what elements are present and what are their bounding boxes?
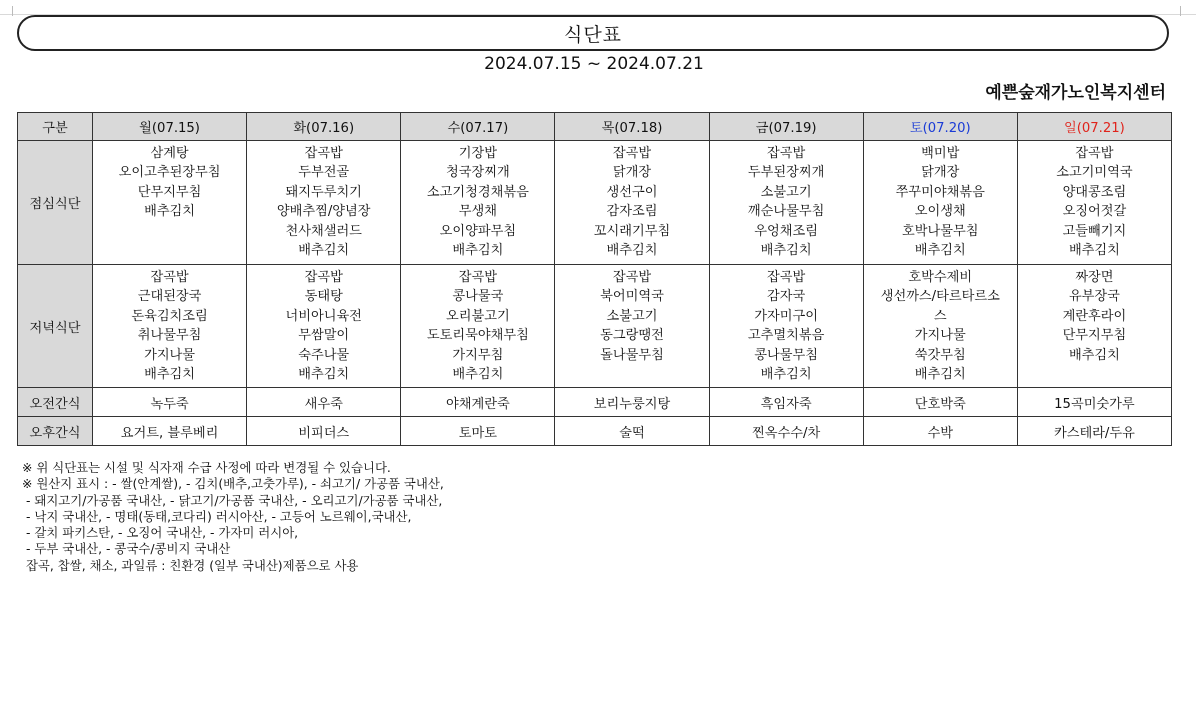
menu-cell-monday: [93, 417, 247, 446]
note-line: ※ 위 식단표는 시설 및 식자재 수급 사정에 따라 변경될 수 있습니다.: [22, 460, 391, 475]
menu-item: 단호박죽: [914, 396, 966, 412]
menu-cell-saturday: [863, 141, 1017, 265]
menu-cell-sunday: [1017, 265, 1171, 388]
page-corner-right: [1180, 6, 1181, 16]
menu-cell-wednesday: [401, 388, 555, 417]
menu-period: 2024.07.15 ~ 2024.07.21: [484, 54, 704, 74]
header-sunday: 일(07.21): [1017, 113, 1171, 141]
menu-item: 녹두죽: [150, 396, 189, 412]
menu-item: 소고기청경채볶음: [426, 184, 529, 200]
menu-item: 호박수제비: [908, 270, 973, 285]
menu-item: 잡곡밥: [612, 146, 652, 161]
menu-item: 잡곡밥: [767, 270, 806, 285]
menu-item: 배추김치: [914, 243, 966, 259]
menu-item: 고추멸치볶음: [747, 328, 825, 344]
menu-item: 배추김치: [452, 243, 504, 259]
menu-item: 오이생채: [914, 204, 966, 220]
menu-item: 양배추찜/양념장: [276, 204, 371, 220]
menu-item: 가지나물: [914, 328, 966, 344]
menu-item: 숙주나물: [298, 347, 350, 363]
menu-item: 콩나물국: [452, 289, 504, 305]
menu-item: 소불고기: [606, 308, 658, 324]
menu-item: 무쌈말이: [298, 328, 350, 344]
menu-cell-wednesday: [401, 265, 555, 388]
menu-item: 배추김치: [452, 367, 504, 383]
menu-cell-tuesday: [247, 265, 401, 388]
menu-item: 콩나물무침: [754, 347, 818, 363]
menu-item: 돌나물무침: [600, 347, 664, 363]
menu-cell-friday: [709, 265, 863, 388]
menu-cell-tuesday: [247, 417, 401, 446]
menu-cell-sunday: [1017, 417, 1171, 446]
menu-item: 꼬시래기무침: [593, 223, 671, 239]
menu-cell-saturday: [863, 265, 1017, 388]
menu-cell-monday: [93, 388, 247, 417]
note-line: - 돼지고기/가공품 국내산, - 닭고기/가공품 국내산, - 오리고기/가공품 국내산,: [22, 492, 443, 508]
menu-item: 유부장국: [1068, 289, 1120, 305]
menu-item: 배추김치: [144, 204, 196, 220]
menu-cell-friday: [709, 388, 863, 417]
menu-item: 오리불고기: [446, 308, 510, 324]
header-wednesday: 수(07.17): [401, 113, 555, 141]
menu-item: 북어미역국: [600, 289, 664, 305]
menu-item: 흑임자죽: [760, 396, 812, 412]
menu-item: 15곡미숫가루: [1054, 396, 1135, 412]
menu-item: 돼지두루치기: [285, 184, 362, 200]
menu-item: 닭개장: [612, 165, 652, 181]
menu-item: 배추김치: [1068, 347, 1120, 363]
menu-cell-friday: [709, 141, 863, 265]
menu-item: 배추김치: [144, 367, 196, 383]
menu-item: 생선구이: [606, 184, 658, 200]
menu-item: 배추김치: [760, 243, 812, 259]
menu-item: 술떡: [619, 425, 645, 441]
row-label: 오전간식: [18, 388, 93, 417]
menu-item: 수박: [927, 425, 954, 441]
menu-item: 기장밥: [458, 146, 497, 161]
header-tuesday: 화(07.16): [247, 113, 401, 141]
menu-item: 잡곡밥: [150, 270, 189, 285]
menu-item: 잡곡밥: [304, 270, 343, 285]
menu-item: 오이고추된장무침: [118, 165, 221, 181]
header-friday: 금(07.19): [709, 113, 863, 141]
menu-item: 새우죽: [304, 396, 343, 412]
menu-item: 소불고기: [760, 184, 812, 200]
menu-item: 카스테라/두유: [1053, 425, 1135, 441]
menu-item: 닭개장: [921, 165, 960, 181]
menu-item: 너비아니육전: [285, 308, 362, 324]
menu-item: 도토리묵야채무침: [426, 328, 529, 344]
dinner-row: [18, 265, 1172, 388]
header-thursday: 목(07.18): [555, 113, 709, 141]
menu-item: 두부된장찌개: [747, 165, 825, 181]
header-monday: 월(07.15): [93, 113, 247, 141]
row-label: 저녁식단: [18, 265, 93, 388]
menu-item: 백미밥: [921, 146, 960, 161]
morning-snack-row: [18, 388, 1172, 417]
menu-item: 배추김치: [760, 367, 812, 383]
afternoon-snack-row: [18, 417, 1172, 446]
menu-cell-thursday: [555, 141, 709, 265]
header-category: 구분: [18, 113, 93, 141]
menu-item: 양대콩조림: [1062, 184, 1127, 200]
menu-item: 단무지무침: [1062, 328, 1127, 344]
row-label: 점심식단: [18, 141, 93, 265]
menu-item: 소고기미역국: [1056, 165, 1133, 181]
menu-item: 깨순나물무침: [747, 204, 825, 220]
menu-item: 쑥갓무침: [914, 347, 966, 363]
menu-item: 삼계탕: [150, 146, 189, 161]
menu-item: 동태탕: [304, 289, 343, 305]
title-box: [17, 15, 1169, 51]
menu-item: 비피더스: [298, 425, 350, 441]
menu-item: 짜장면: [1075, 270, 1114, 285]
menu-cell-thursday: [555, 388, 709, 417]
menu-item: 잡곡밥: [612, 270, 652, 285]
menu-item: 가자미구이: [754, 308, 818, 324]
lunch-row: [18, 141, 1172, 265]
menu-cell-tuesday: [247, 388, 401, 417]
header-saturday: 토(07.20): [863, 113, 1017, 141]
menu-item: 잡곡밥: [767, 146, 806, 161]
menu-item: 요거트, 블루베리: [120, 425, 219, 441]
menu-cell-sunday: [1017, 141, 1171, 265]
menu-item: 돈육김치조림: [131, 308, 208, 324]
menu-item: 호박나물무침: [902, 223, 979, 239]
menu-item: 배추김치: [914, 367, 966, 383]
note-line: - 낙지 국내산, - 명태(동태,코다리) 러시아산, - 고등어 노르웨이,국내산,: [22, 508, 412, 524]
notes-section: [22, 460, 444, 574]
menu-cell-saturday: [863, 417, 1017, 446]
menu-item: 배추김치: [606, 243, 658, 259]
menu-item: 배추김치: [298, 243, 350, 259]
menu-item: 보리누룽지탕: [593, 396, 671, 412]
menu-item: 청국장찌개: [446, 165, 510, 181]
menu-item: 감자국: [767, 289, 806, 305]
menu-item: 계란후라이: [1062, 308, 1127, 324]
menu-item: 야채계란죽: [446, 396, 510, 412]
menu-cell-wednesday: [401, 417, 555, 446]
note-line: 잡곡, 찹쌀, 채소, 과일류 : 친환경 (일부 국내산)제품으로 사용: [22, 557, 359, 573]
menu-cell-tuesday: [247, 141, 401, 265]
center-name: 예쁜숲재가노인복지센터: [985, 83, 1166, 103]
menu-item: 우엉채조림: [754, 223, 818, 239]
menu-item: 쭈꾸미야채볶음: [895, 184, 985, 200]
menu-cell-wednesday: [401, 141, 555, 265]
menu-item: 근대된장국: [137, 289, 202, 305]
menu-item: 스: [933, 308, 947, 324]
menu-item: 잡곡밥: [458, 270, 497, 285]
menu-cell-sunday: [1017, 388, 1171, 417]
menu-item: 고들빼기지: [1062, 223, 1127, 239]
row-label: 오후간식: [18, 417, 93, 446]
menu-cell-monday: [93, 265, 247, 388]
menu-cell-thursday: [555, 417, 709, 446]
menu-item: 찐옥수수/차: [752, 425, 821, 441]
menu-item: 잡곡밥: [1075, 146, 1114, 161]
table-header-row: [18, 113, 1172, 141]
note-line: - 두부 국내산, - 콩국수/콩비지 국내산: [22, 541, 231, 557]
menu-cell-friday: [709, 417, 863, 446]
menu-item: 동그랑땡전: [600, 328, 664, 344]
menu-item: 무생채: [458, 204, 497, 220]
menu-item: 오징어젓갈: [1062, 204, 1127, 220]
menu-item: 잡곡밥: [304, 146, 343, 161]
page-title: 식단표: [563, 23, 623, 46]
menu-item: 두부전골: [298, 165, 350, 181]
menu-cell-monday: [93, 141, 247, 265]
menu-item: 가지나물: [144, 347, 196, 363]
menu-item: 생선까스/타르타르소: [880, 289, 1000, 305]
menu-item: 토마토: [458, 425, 497, 441]
menu-item: 취나물무침: [137, 328, 202, 344]
menu-table: [17, 112, 1172, 446]
menu-item: 배추김치: [298, 367, 350, 383]
menu-cell-saturday: [863, 388, 1017, 417]
menu-item: 감자조림: [606, 204, 658, 220]
menu-item: 천사채샐러드: [285, 223, 362, 239]
menu-item: 단무지무침: [137, 184, 202, 200]
page-corner-left: [12, 6, 13, 16]
menu-item: 오이양파무침: [439, 223, 517, 239]
menu-item: 배추김치: [1068, 243, 1120, 259]
menu-cell-thursday: [555, 265, 709, 388]
note-line: ※ 원산지 표시 : - 쌀(안계쌀), - 김치(배추,고춧가루), - 쇠고기/ 가공품 국내산,: [22, 476, 444, 492]
menu-item: 가지무침: [452, 347, 504, 363]
note-line: - 갈치 파키스탄, - 오징어 국내산, - 가자미 러시아,: [22, 525, 299, 541]
